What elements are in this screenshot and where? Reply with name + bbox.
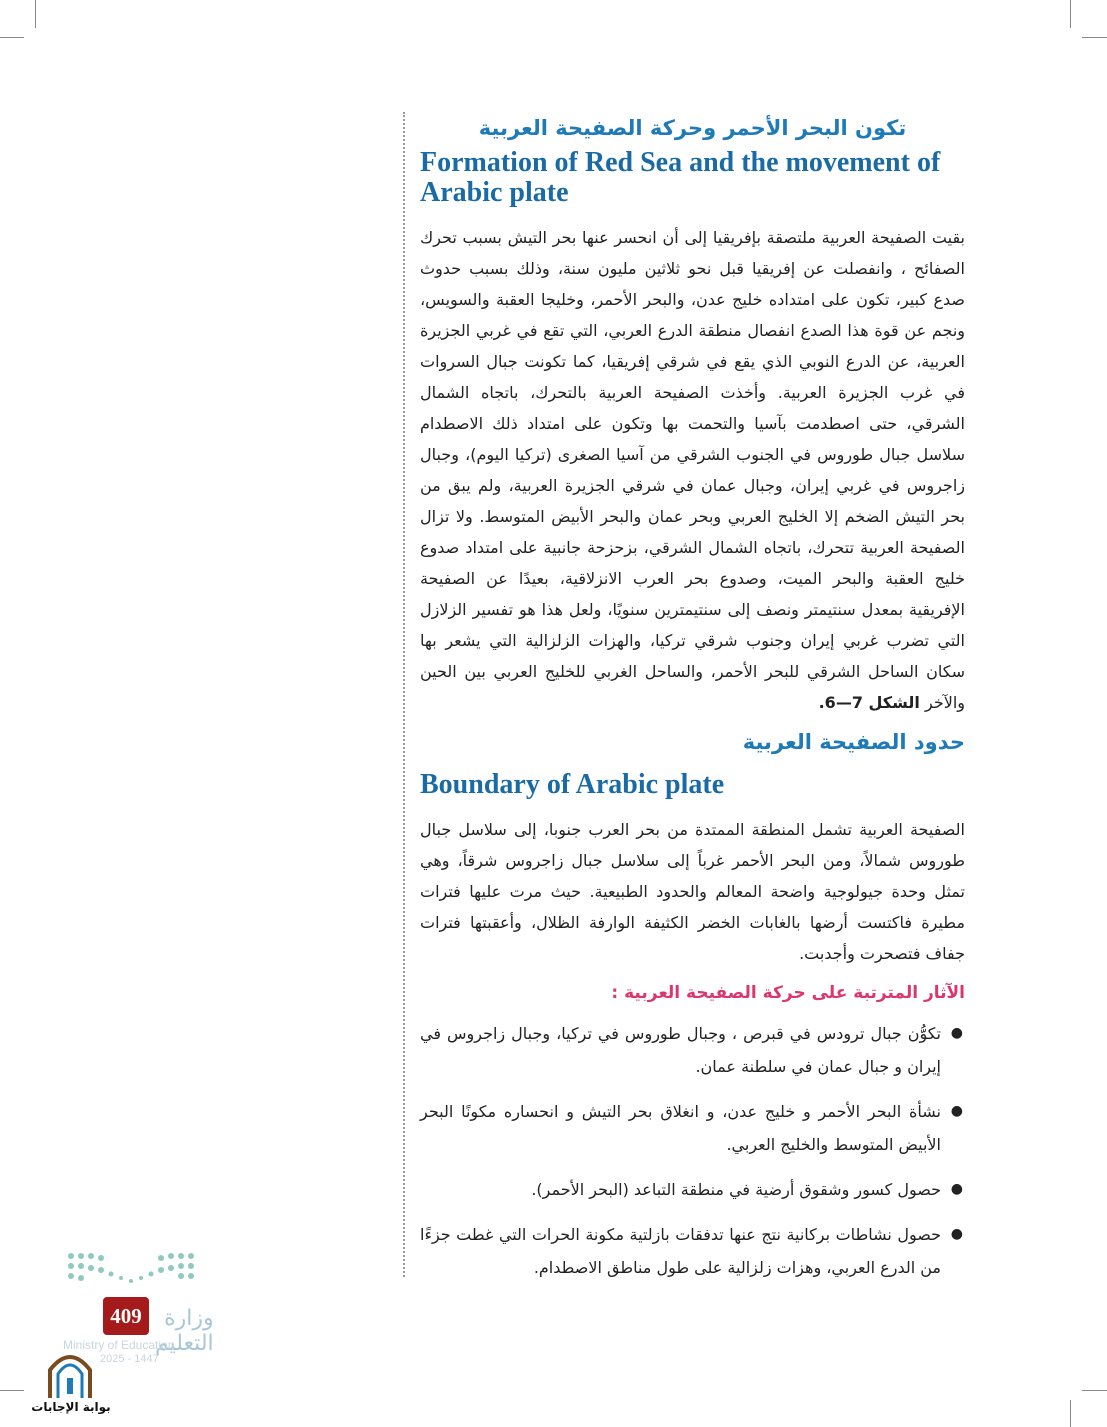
edition-year: 2025 - 1447: [100, 1353, 159, 1365]
section-title-arabic: تكون البحر الأحمر وحركة الصفيحة العربية: [478, 116, 907, 140]
site-logo: [30, 1348, 110, 1420]
bullet-icon: ●: [950, 1025, 963, 1041]
ministry-name-english: Ministry of Education: [63, 1338, 175, 1352]
bullet-icon: ●: [950, 1181, 963, 1197]
boundary-paragraph: الصفيحة العربية تشمل المنطقة الممتدة من بحر العرب جنوبا، إلى سلاسل جبال طوروس شمالاً، ومن البحر الأحمر غرباً إلى سلاسل جبال زاجروس شرقاً، وهي تمثل وحدة جيولوجية واضحة المعالم والحدود الطبيعية. حيث مرت عليها فترات مطيرة فاكتست أرضها بالغابات الخضر الكثيفة الوارفة الظلال، وأعقبتها فترات جفاف فتصحرت وأجدبت.: [420, 820, 965, 963]
bullet-icon: ●: [950, 1103, 963, 1119]
crop-mark: [1082, 1390, 1107, 1391]
effects-title: الآثار المترتبة على حركة الصفيحة العربية :: [611, 983, 965, 1003]
list-item: [420, 1095, 965, 1161]
crop-mark: [35, 0, 36, 28]
section-title-english: Formation of Red Sea and the movement of Arabic plate: [420, 147, 941, 208]
list-item-text: تكوُّن جبال ترودس في قبرص ، وجبال طوروس في تركيا، وجبال زاجروس في إيران و جبال عمان في سلطنة عمان.: [420, 1024, 941, 1076]
list-item-text: حصول نشاطات بركانية نتج عنها تدفقات بازلتية مكونة الحرات التي غطت جزءًا من الدرع العربي، وهزات زلزالية على طول مناطق الاصطدام.: [420, 1225, 941, 1277]
margin-dotted-rule: [403, 112, 405, 1277]
boundary-title-arabic: حدود الصفيحة العربية: [742, 730, 965, 754]
list-item: [420, 1017, 965, 1083]
crop-mark: [1070, 0, 1071, 28]
section-paragraph: [420, 222, 965, 718]
gate-arch-icon: [30, 1348, 110, 1400]
page-content: [420, 112, 965, 1296]
figure-reference: الشكل 7—6.: [818, 693, 920, 712]
crop-mark: [0, 1390, 24, 1391]
list-item-text: حصول كسور وشقوق أرضية في منطقة التباعد (البحر الأحمر).: [531, 1180, 941, 1199]
crop-mark: [1082, 37, 1107, 38]
list-item: [420, 1173, 965, 1206]
ministry-name-arabic: وزارة التعليم: [155, 1306, 214, 1356]
site-label: بوابة الإجابات: [31, 1400, 111, 1414]
boundary-title-english: Boundary of Arabic plate: [420, 769, 725, 800]
list-item-text: نشأة البحر الأحمر و خليج عدن، و انغلاق بحر التيش و انحساره مكونًا البحر الأبيض المتوسط والخليج العربي.: [420, 1102, 941, 1154]
paragraph-text: بقيت الصفيحة العربية ملتصقة بإفريقيا إلى أن انحسر عنها بحر التيش بسبب تحرك الصفائح ، وانفصلت عن إفريقيا قبل نحو ثلاثين مليون سنة، وذلك بسبب حدوث صدع كبير، تكون على امتداده خليج عدن، والبحر الأحمر، وخليجا العقبة والسويس، ونجم عن قوة هذا الصدع انفصال منطقة الدرع العربي، التي تقع في غربي الجزيرة العربية، عن الدرع النوبي الذي يقع في شرقي إفريقيا، كما تكونت جبال السروات في غرب الجزيرة العربية. وأخذت الصفيحة العربية بالتحرك، باتجاه الشمال الشرقي، حتى اصطدمت بآسيا والتحمت بها وتكون على امتداد ذلك الاصطدام سلاسل جبال طوروس في الجنوب الشرقي من آسيا الصغرى (تركيا اليوم)، وجبال زاجروس في غربي إيران، وجبال عمان في شرقي الجزيرة العربية، ولم يبق من بحر التيش الضخم إلا الخليج العربي وبحر عمان والبحر الأبيض المتوسط. ولا تزال الصفيحة العربية تتحرك، باتجاه الشمال الشرقي، بزحزحة جانبية على امتداد صدوع خليج العقبة والبحر الميت، وصدوع بحر العرب الانزلاقية، بعيدًا عن الصفيحة الإفريقية بمعدل سنتيمتر ونصف إلى سنتيمترين سنويًا، ولعل هذا هو تفسير الزلازل التي تضرب غربي إيران وجنوب شرقي تركيا، والهزات الزلزالية التي يشعر بها سكان الساحل الشرقي للبحر الأحمر، والساحل الغربي للخليج العربي بين الحين والآخر: [420, 228, 965, 712]
dots-logo-icon: [63, 1248, 198, 1293]
list-item: [420, 1218, 965, 1284]
effects-list: [420, 1017, 965, 1284]
crop-mark: [0, 37, 24, 38]
page-number: 409: [103, 1297, 149, 1335]
bullet-icon: ●: [950, 1226, 963, 1242]
crop-mark: [1070, 1400, 1071, 1427]
